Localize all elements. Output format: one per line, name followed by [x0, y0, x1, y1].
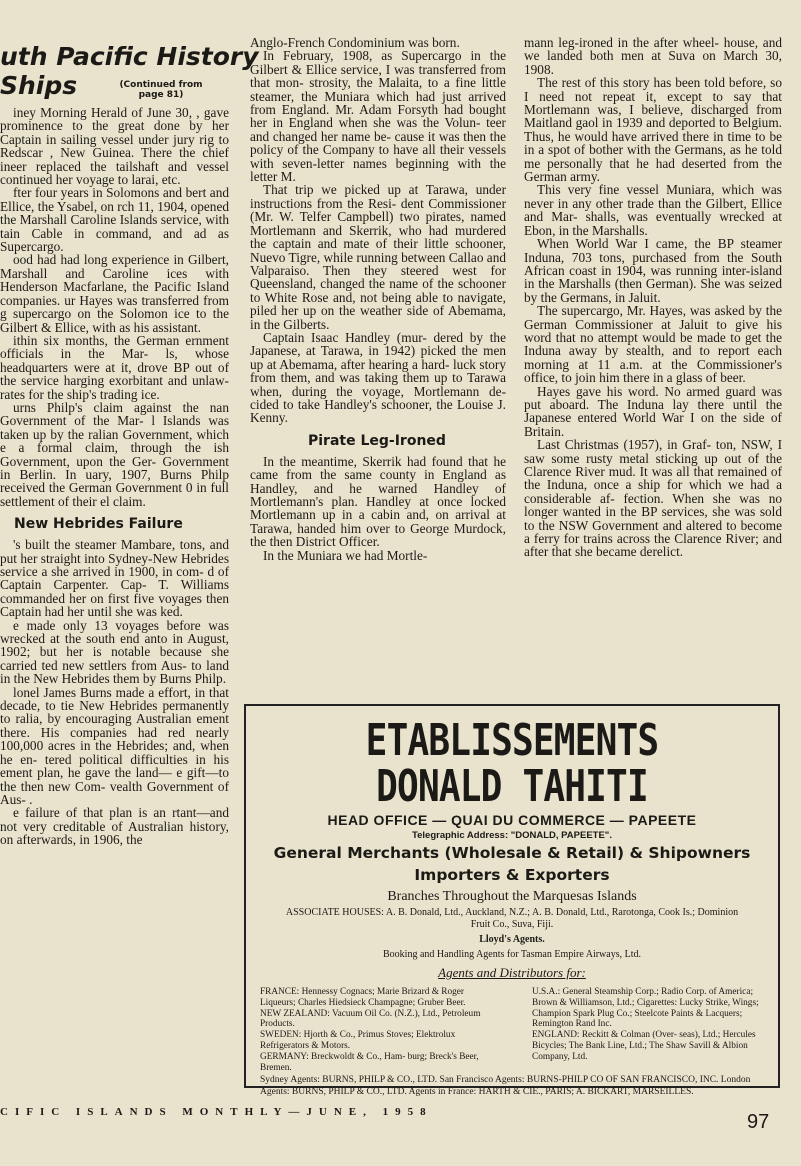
paragraph: In the meantime, Skerrik had found that he came from the same county in England as Handley, and he warned Handley of Mortlemann's plan. Handley at once locked Mortlemann up in a cabin and, on arrival at Tarawa, handed him over to George Murdock, the then District Officer.	[250, 453, 506, 550]
article-column-1	[0, 36, 259, 848]
continued-note: (Continued from page 81)	[119, 80, 203, 100]
paragraph: fter four years in Solomons and bert and Ellice, the Ysabel, on rch 11, 1904, opened the Marshall Caroline Islands service, with tain Cable in command, and ad as Supercargo.	[0, 185, 229, 255]
article-heading-line2: Ships	[0, 71, 78, 100]
paragraph: This very fine vessel Muniara, which was never in any other trade than the Gilbert, Ellice and Mar- shalls, was eventually wrecked at Ebon, in the Marshalls.	[524, 182, 782, 238]
ad-agents-right	[532, 987, 764, 1073]
subheading-new-hebrides: New Hebrides Failure	[14, 516, 183, 533]
paragraph: Hayes gave his word. No armed guard was put aboard. The Induna lay there until the Japanese entered World War I on the side of Britain.	[524, 383, 782, 439]
paragraph: e failure of that plan is an rtant—and not very creditable of Australian history, on afterwards, in 1906, the	[0, 805, 229, 848]
paragraph: mann leg-ironed in the after wheel- house, and we landed both men at Suva on March 30, 1908.	[524, 35, 782, 77]
ad-associate-houses: ASSOCIATE HOUSES: A. B. Donald, Ltd., Auckland, N.Z.; A. B. Donald, Ltd., Rarotonga, Cook Is.; Dominion Fruit Co., Suva, Fiji.	[285, 907, 739, 930]
ad-lloyds: Lloyd's Agents.	[479, 934, 545, 945]
advertisement-box	[244, 704, 780, 1097]
ad-footer-agents: Sydney Agents: BURNS, PHILP & CO., LTD. San Francisco Agents: BURNS-PHILP CO OF SAN FRANCISCO, INC. London Agents: BURNS, PHILP & CO., LTD. Agents in France: HARTH & CIE., PARIS; A. BICKART, MARSEILLES.	[260, 1075, 751, 1097]
paragraph: urns Philp's claim against the nan Government of the Mar- l Islands was taken up by the ralian Government, which e a formal claim, through the ish Government, upon the Ger- Government in Berlin. In uary, 1907, Burns Philp received the German Government 0 in full settlement of their el claim.	[0, 399, 229, 509]
paragraph: iney Morning Herald of June 30, , gave prominence to the great done by her Captain in sailing vessel under jury rig to Redscar , New Guinea. There the chief ineer replaced the tailshaft and vessel continued her voyage to larai, etc.	[0, 105, 229, 188]
agent-entry: FRANCE: Hennessy Cognacs; Marie Brizard & Roger Liqueurs; Charles Hiedsieck Champagne; Gruber Beer.	[260, 987, 466, 1008]
ad-agents-left	[260, 987, 492, 1073]
page-number: 97	[747, 1111, 770, 1133]
agent-entry: ENGLAND: Reckitt & Colman (Over- seas), Ltd.; Hercules Bicycles; The Bank Line, Ltd.; The Shaw Savill & Albion Company, Ltd.	[532, 1030, 756, 1062]
running-footer: CIFIC ISLANDS MONTHLY—JUNE, 1958	[0, 1106, 433, 1118]
paragraph: 's built the steamer Mambare, tons, and put her straight into Sydney-New Hebrides service a she arrived in 1900, in com- d of Captain Carpenter. Cap- T. Williams commanded her on first five voyages then Captain had her until she was ked.	[0, 537, 229, 620]
agent-entry: NEW ZEALAND: Vacuum Oil Co. (N.Z.), Ltd., Petroleum Products.	[260, 1008, 481, 1030]
paragraph: Last Christmas (1957), in Graf- ton, NSW, I saw some rusty metal sticking up out of the Clarence River mud. It was all that remained of the Induna, once a ship for which we had a considerable af- fection. When she was no longer wanted in the BP services, she was sold to the NSW Government and altered to become a ferry for trains across the Clarence River; and after that she became derelict.	[524, 437, 782, 560]
paragraph: In February, 1908, as Supercargo in the Gilbert & Ellice service, I was transferred from that mon- strosity, the Malaita, to a fine little steamer, the Muniara which had just arrived from England. Mr. Adam Forsyth had bought her in England when she was the Volun- teer and changed her name be- cause it was then the policy of the Company to have all their vessels with seven-letter names beginning with the letter M.	[250, 48, 506, 185]
agent-entry: SWEDEN: Hjorth & Co., Primus Stoves; Elektrolux Refrigerators & Motors.	[260, 1030, 456, 1051]
paragraph: In the Muniara we had Mortle-	[263, 547, 428, 563]
ad-telegraphic: Telegraphic Address: "DONALD, PAPEETE".	[412, 830, 612, 841]
article-column-3	[524, 36, 782, 559]
paragraph: ood had had long experience in Gilbert, Marshall and Caroline ices with Henderson Macfarlane, the Pacific Island companies. ur Hayes was transferred from g supercargo on the Solomon ice to the Gilbert & Ellice, with as his assistant.	[0, 252, 229, 335]
ad-booking: Booking and Handling Agents for Tasman Empire Airways, Ltd.	[383, 949, 641, 960]
paragraph: That trip we picked up at Tarawa, under instructions from the Resi- dent Commissioner (Mr. W. Telfer Campbell) two pirates, named Mortlemann and Skerrik, who had murdered the captain and mate of their little schooner, Nuevo Tigre, while running between Callao and Valparaiso. Then they steered west for Queensland, changed the name of the schooner to White Rose and, not being able to navigate, piled her up on the weather side of Abemama, in the Gilberts.	[250, 182, 506, 332]
paragraph: Captain Isaac Handley (mur- dered by the Japanese, at Tarawa, in 1942) picked the men up at Abemama, after hearing a hard- luck story from them, and was taking them up to Tarawa when, during the voyage, Mortlemann de- cided to take Handley's schooner, the Louise J. Kenny.	[250, 329, 506, 426]
agent-entry: GERMANY: Breckwoldt & Co., Ham- burg; Breck's Beer, Bremen.	[260, 1051, 479, 1073]
paragraph: e made only 13 voyages before was wrecked at the south end anto in August, 1902; but her is notable because she carried ted new settlers from Aus- to land in the New Hebrides them by Burns Philp.	[0, 617, 229, 687]
subheading-pirate: Pirate Leg-Ironed	[308, 432, 446, 449]
ad-branches: Branches Throughout the Marquesas Islands	[387, 889, 637, 904]
ad-head-office: HEAD OFFICE — QUAI DU COMMERCE — PAPEETE	[327, 812, 697, 828]
ad-general-merchants: General Merchants (Wholesale & Retail) & Shipowners	[273, 844, 751, 862]
article-column-2	[250, 36, 506, 562]
ad-importers: Importers & Exporters	[414, 866, 610, 884]
paragraph: The rest of this story has been told before, so I need not repeat it, except to say that Mortlemann was, I believe, discharged from Maitland gaol in 1939 and deported to Belgium. Thus, he would have arrived there in time to be in a spot of bother with the Germans, as he told me personally that he had deserted from the German army.	[524, 75, 782, 185]
paragraph: lonel James Burns made a effort, in that decade, to tie New Hebrides permanently to ralia, by encouraging Australian ement there. His companies had red nearly 100,000 acres in the Hebrides; and, when he en- tered political difficulties in his ement plan, he gave the land— e gift—to the then new Com- vealth Government of Aus- .	[0, 684, 229, 807]
paragraph: ithin six months, the German ernment officials in the Mar- ls, whose headquarters were at it, drove BP out of the service harging exorbitant and unlaw- rates for the ship's trading ice.	[0, 332, 229, 402]
ad-agents-columns	[246, 981, 778, 1073]
paragraph: Anglo-French Condominium was born.	[250, 35, 460, 50]
agent-entry: U.S.A.: General Steamship Corp.; Radio Corp. of America; Brown & Williamson, Ltd.; Cigarettes: Lucky Strike, Wings; Champion Spark Plug Co.; Steelcote Paints & Lacquers; Remington Rand Inc.	[532, 987, 759, 1030]
ad-agents-heading: Agents and Distributors for:	[438, 965, 586, 980]
ad-title: ETABLISSEMENTS DONALD TAHITI	[365, 715, 659, 812]
paragraph: When World War I came, the BP steamer Induna, 703 tons, purchased from the South African coast in 1904, was running inter-island in the Marshalls (then German). She was seized by the Germans, in Jaluit.	[524, 236, 782, 305]
article-heading-line1: uth Pacific History	[0, 42, 259, 71]
paragraph: The supercargo, Mr. Hayes, was asked by the German Commissioner at Jaluit to give his word that no attempt would be made to get the Induna away by stealth, and to report each morning at 11 a.m. at the Commissioner's office, to join him there in a glass of beer.	[524, 303, 782, 386]
